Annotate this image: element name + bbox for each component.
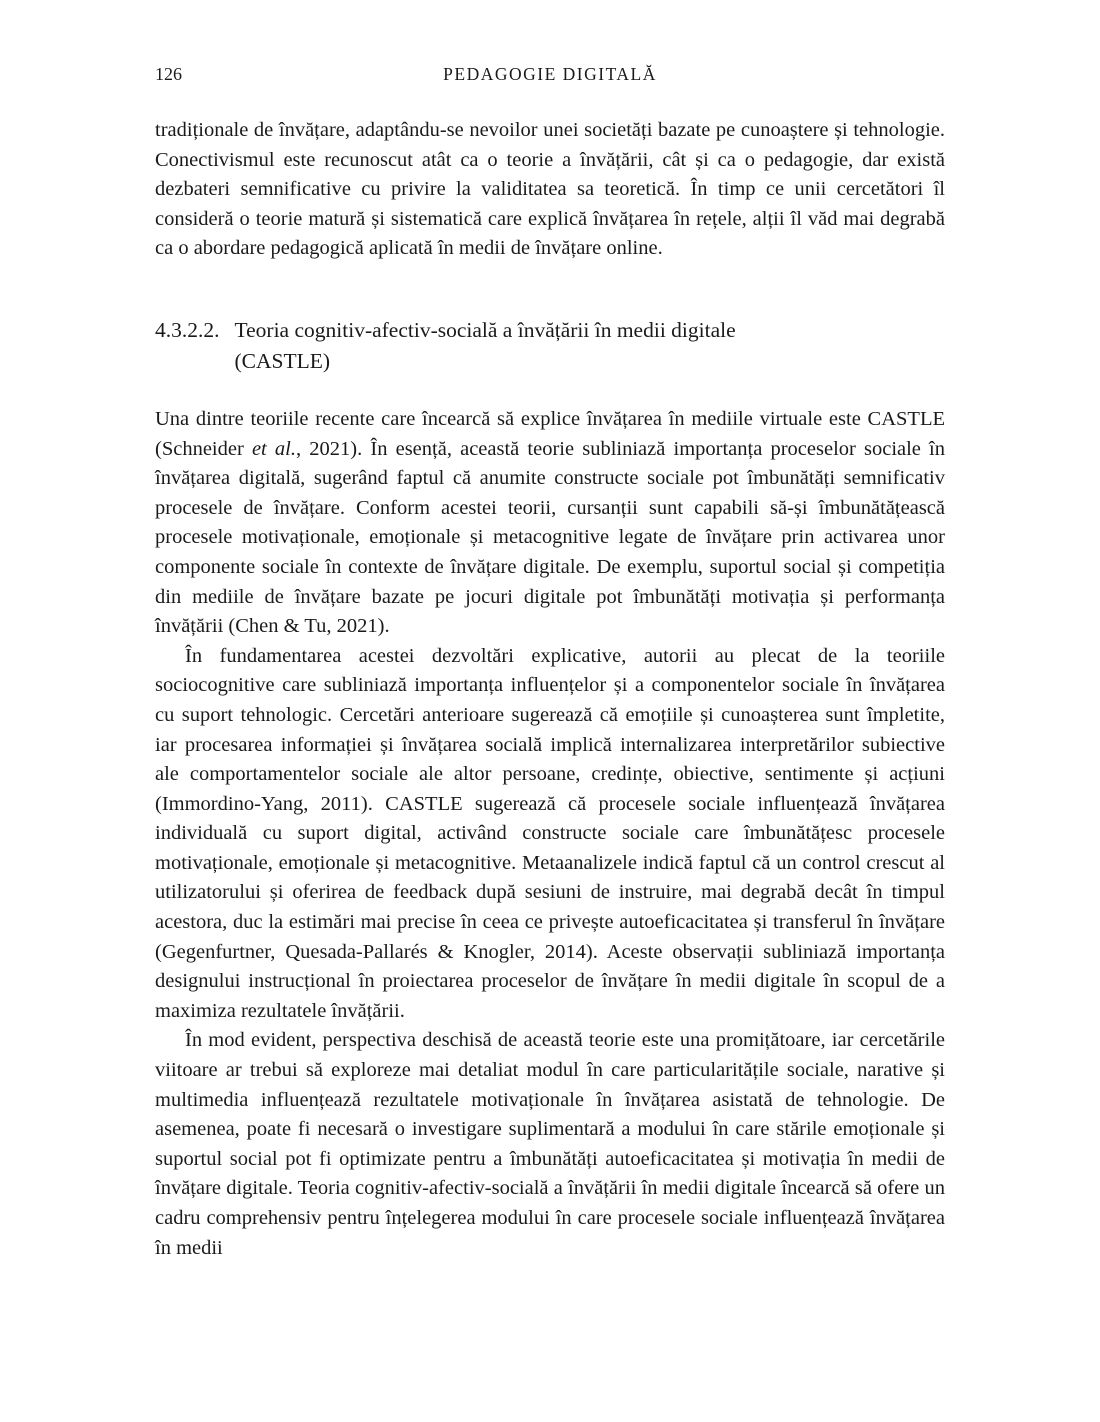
paragraph-foundations: În fundamentarea acestei dezvoltări explicative, autorii au plecat de la teoriile sociocognitive care subliniază importanța influențelor și a componentelor sociale în învățarea cu suport tehnologic. Cercetări anterioare sugerează că emoțiile și cunoașterea sunt împletite, iar procesarea informației și învățarea socială implică internalizarea interpretărilor subiective ale comportamentelor sociale ale altor persoane, credințe, obiective, sentimente și acțiuni (Immordino-Yang, 2011). CASTLE sugerează că procesele sociale influențează învățarea individuală cu suport digital, activând constructe sociale care îmbunătățesc procesele motivaționale, emoționale și metacognitive. Metaanalizele indică faptul că un control crescut al utilizatorului și oferirea de feedback după sesiuni de instruire, mai degrabă decât în timpul acestora, duc la estimări mai precise în ceea ce privește autoeficacitatea și transferul în învățare (Gegenfurtner, Quesada-Pallarés & Knogler, 2014). Aceste observații subliniază importanța designului instrucțional în proiectarea proceselor de învățare în medii digitale în scopul de a maximiza rezultatele învățării. bbox=[155, 644, 945, 1022]
paragraph-continuation: tradiționale de învățare, adaptându-se nevoilor unei societăți bazate pe cunoaștere și tehnologie. Conectivismul este recunoscut atât ca o teorie a învățării, cât și ca o pedagogie, dar există dezbateri semnificative cu privire la validitatea sa teoretică. În timp ce unii cercetători îl consideră o teorie matură și sistematică care explică învățarea în rețele, alții îl văd mai degrabă ca o abordare pedagogică aplicată în medii de învățare online. bbox=[155, 119, 945, 260]
section-heading bbox=[155, 315, 945, 378]
paragraph-outlook: În mod evident, perspectiva deschisă de această teorie este una promițătoare, iar cercetările viitoare ar trebui să exploreze mai detaliat modul în care particularitățile sociale, narative și multimedia influențează rezultatele motivaționale în învățarea asistată de tehnologie. De asemenea, poate fi necesară o investigare suplimentară a modului în care stările emoționale și suportul social pot fi optimizate pentru a îmbunătăți autoeficacitatea și motivația în medii de învățare digitale. Teoria cognitiv-afectiv-socială a învățării în medii digitale încearcă să ofere un cadru comprehensiv pentru înțelegerea modului în care procesele sociale influențează învățarea în medii bbox=[155, 1029, 945, 1259]
section-heading-text bbox=[235, 315, 946, 378]
running-title: PEDAGOGIE DIGITALĂ bbox=[443, 64, 657, 84]
body-text bbox=[155, 116, 945, 1263]
section-heading-line1: Teoria cognitiv-afectiv-socială a învățării în medii digitale bbox=[234, 317, 736, 342]
page-number: 126 bbox=[155, 64, 182, 84]
paragraph-castle-intro: Una dintre teoriile recente care încearcă să explice învățarea în mediile virtuale este CASTLE (Schneider et al., 2021). În esență, această teorie subliniază importanța proceselor sociale în învățarea digitală, sugerând faptul că anumite constructe sociale pot îmbunătăți semnificativ procesele de învățare. Conform acestei teorii, cursanții sunt capabili să-și îmbunătățească procesele motivaționale, emoționale și metacognitive legate de învățare prin activarea unor componente sociale în contexte de învățare digitale. De exemplu, suportul social și competiția din mediile de învățare bazate pe jocuri digitale pot îmbunătăți motivația și performanța învățării (Chen & Tu, 2021). bbox=[155, 407, 946, 638]
section-heading-line2: (CASTLE) bbox=[234, 349, 331, 374]
page-header bbox=[155, 64, 945, 90]
section-heading-number: 4.3.2.2. bbox=[155, 317, 220, 342]
